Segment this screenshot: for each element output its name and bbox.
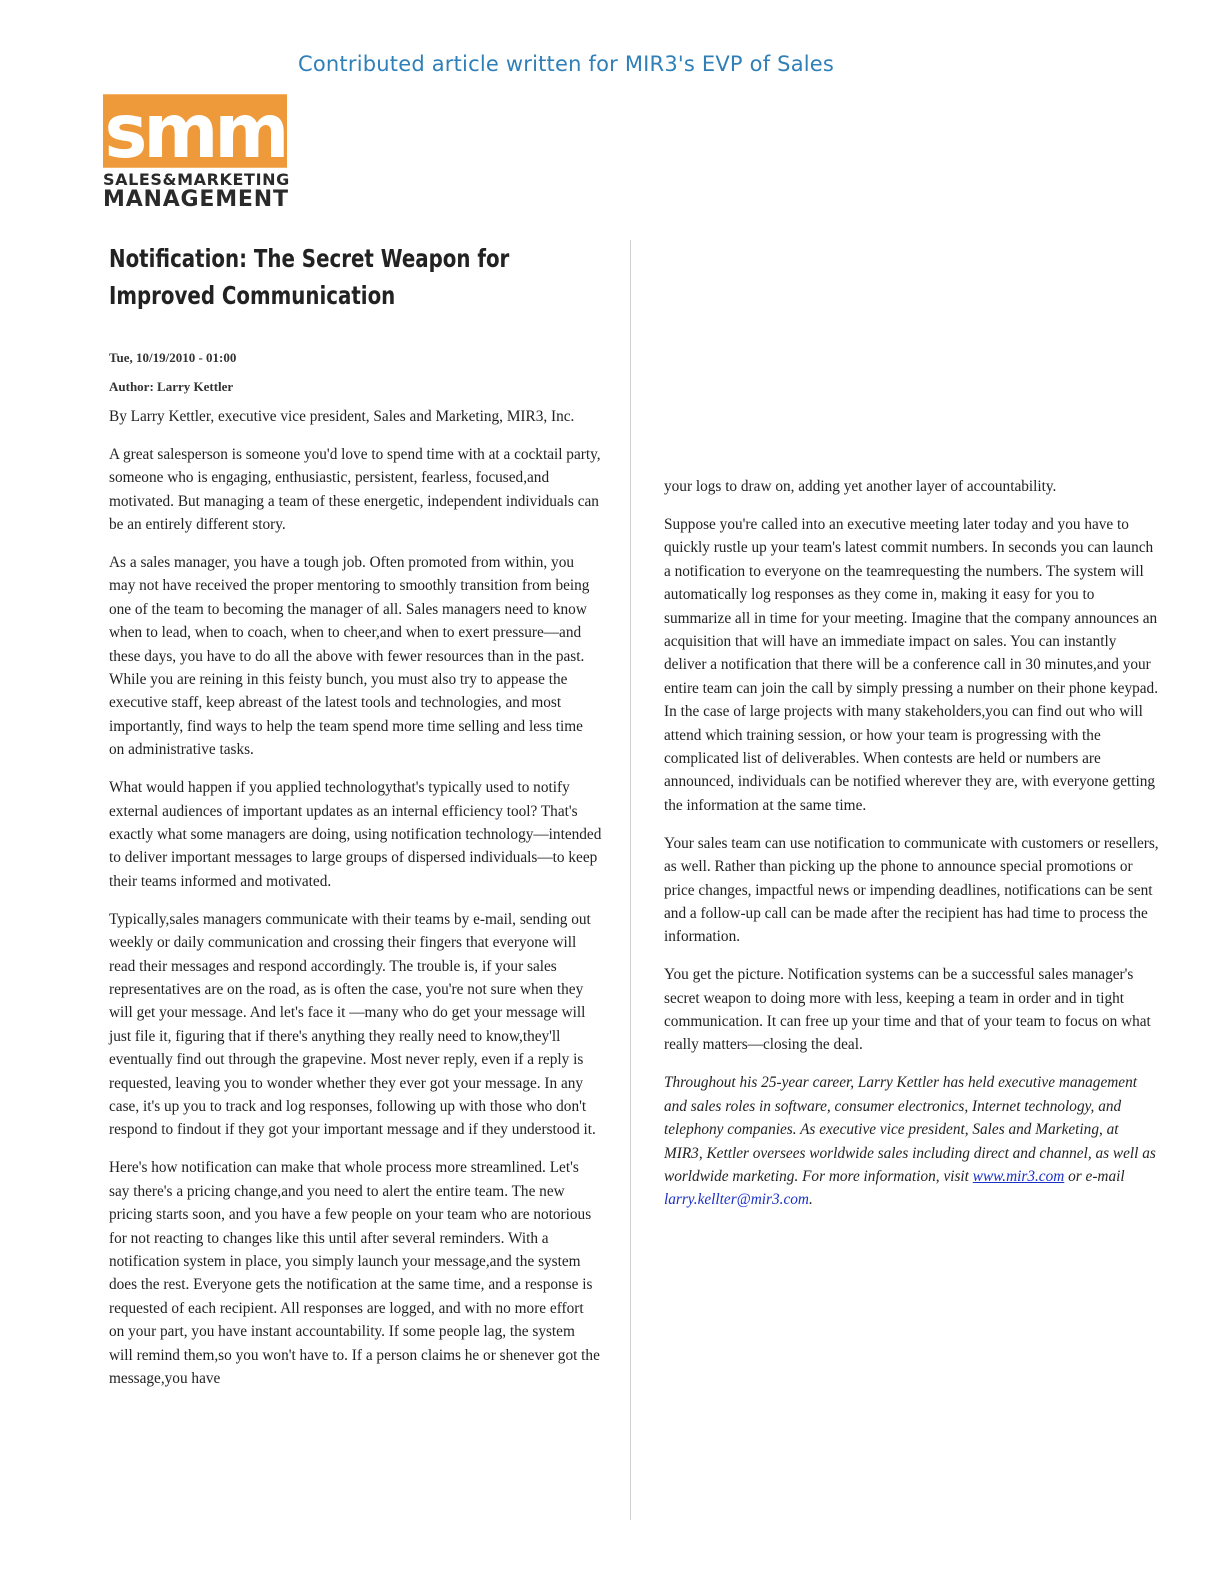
website-link[interactable]: www.mir3.com <box>972 1167 1065 1185</box>
paragraph: What would happen if you applied technologythat's typically used to notify external audiences of important updates as an internal efficiency tool? That's exactly what some managers are doing, using notification technology—intended to deliver important messages to large groups of dispersed individuals—to keep their teams informed and motivated. <box>109 779 602 890</box>
bio-text: Throughout his 25-year career, Larry Kettler has held executive management and sales roles in software, consumer electronics, Internet technology, and telephony companies. As executive vice president, Sales and Marketing, at MIR3, Kettler oversees worldwide sales including direct and channel, as well as worldwide marketing. For more information, visit <box>664 1074 1156 1185</box>
article-author: Author: Larry Kettler <box>109 379 234 394</box>
paragraph: Your sales team can use notification to communicate with customers or resellers, as well. Rather than picking up the phone to announce special promotions or price changes, impactful news or impending deadlines, notifications can be sent and a follow-up call can be made after the recipient has had time to process the information. <box>664 834 1159 946</box>
contributed-article-note: Contributed article written for MIR3's EVP of Sales <box>298 52 835 76</box>
author-bio <box>664 1071 1160 1211</box>
byline: By Larry Kettler, executive vice president, Sales and Marketing, MIR3, Inc. <box>109 408 575 425</box>
paragraph: As a sales manager, you have a tough job. Often promoted from within, you may not have received the proper mentoring to smoothly transition from being one of the team to becoming the manager of all. Sales managers need to know when to lead, when to coach, when to cheer,and when to exert pressure—and these days, you have to do all the above with fewer resources than in the past. While you are reining in this feisty bunch, you must also try to appease the executive staff, keep abreast of the latest tools and technologies, and most importantly, find ways to help the team spend more time selling and less time on administrative tasks. <box>109 554 590 759</box>
bio-text-end: . <box>808 1191 813 1209</box>
paragraph: Suppose you're called into an executive meeting later today and you have to quickly rustle up your team's latest commit numbers. In seconds you can launch a notification to everyone on the teamrequesting the numbers. The system will automatically log responses as they come in, making it easy for you to summarize all in time for your meeting. Imagine that the company announces an acquisition that will have an immediate impact on sales. You can instantly deliver a notification that there will be a conference call in 30 minutes,and your entire team can join the call by simply pressing a number on their phone keypad. In the case of large projects with many stakeholders,you can find out who will attend which training session, or how your team is progressing with the complicated list of deliverables. When contests are held or numbers are announced, individuals can be notified wherever they are, with everyone getting the information at the same time. <box>664 515 1159 814</box>
paragraph: Here's how notification can make that whole process more streamlined. Let's say there's a pricing change,and you need to alert the entire team. The new pricing starts soon, and you have a few people on your team who are notorious for not reacting to changes like this until after several reminders. With a notification system in place, you simply launch your message,and the system does the rest. Everyone gets the notification at the same time, and a response is requested of each recipient. All responses are logged, and with no more effort on your part, you have instant accountability. If some people lag, the system will remind them,so you won't have to. If a person claims he or shenever got the message,you have <box>109 1159 600 1387</box>
article-column-right <box>664 475 1160 1226</box>
logo-line-1: SALES&MARKETING <box>103 170 290 189</box>
paragraph: You get the picture. Notification systems can be a successful sales manager's secret weapon to doing more with less, keeping a team in order and in tight communication. It can free up your time and that of your team to focus on what really matters—closing the deal. <box>664 966 1151 1054</box>
email-link[interactable]: larry.kellter@mir3.com <box>664 1191 809 1209</box>
paragraph: your logs to draw on, adding yet another layer of accountability. <box>664 478 1057 495</box>
smm-logo <box>103 96 293 211</box>
bio-text-mid: or e-mail <box>1064 1167 1125 1185</box>
paragraph: A great salesperson is someone you'd love to spend time with at a cocktail party, someone who is engaging, enthusiastic, persistent, fearless, focused,and motivated. But managing a team of these energetic, independent individuals can be an entirely different story. <box>109 445 601 534</box>
column-divider <box>630 240 631 1520</box>
article-column-left <box>109 405 602 1405</box>
paragraph: Typically,sales managers communicate with their teams by e-mail, sending out weekly or daily communication and crossing their fingers that everyone will read their messages and respond accordingly. The trouble is, if your sales representatives are on the road, as is often the case, you're not sure when they will get your message. And let's face it —many who do get your message will just file it, figuring that if there's anything they really need to know,they'll eventually find out through the grapevine. Most never reply, even if a reply is requested, leaving you to wonder whether they ever got your message. In any case, it's up you to track and log responses, following up with those who don't respond to findout if they got your important message and if they understood it. <box>109 910 596 1139</box>
logo-mark: smm <box>104 94 286 168</box>
article-title: Notification: The Secret Weapon for Improved Communication <box>109 244 510 310</box>
article-date: Tue, 10/19/2010 - 01:00 <box>109 350 237 365</box>
logo-line-2: MANAGEMENT <box>103 187 289 212</box>
